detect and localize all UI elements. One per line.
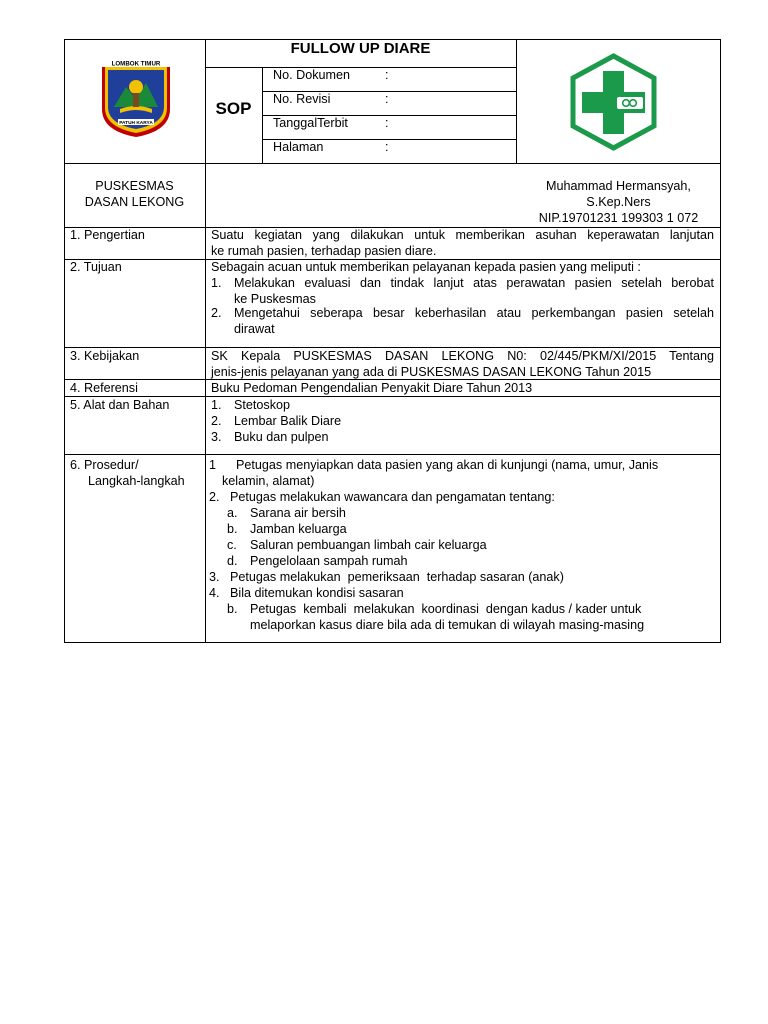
signer-name: Muhammad Hermansyah, (546, 179, 691, 193)
divider (205, 67, 516, 68)
list-number: 2. (211, 306, 222, 320)
list-item: Melakukan evaluasi dan tindak lanjut atas perawatan pasien setelah berobat (234, 276, 714, 290)
signer-nip: NIP.19701231 199303 1 072 (538, 211, 699, 225)
procedure-step: 4. Bila ditemukan kondisi sasaran (209, 586, 404, 600)
field-no-revisi: No. Revisi (273, 92, 331, 106)
procedure-step: 3. Petugas melakukan pemeriksaan terhadap sasaran (anak) (209, 570, 564, 584)
field-colon: : (385, 116, 389, 130)
list-item: Stetoskop (234, 398, 291, 412)
list-item: ke Puskesmas (234, 292, 316, 306)
field-colon: : (385, 92, 389, 106)
list-number: 2. (211, 414, 222, 428)
field-colon: : (385, 140, 389, 154)
list-item: Jamban keluarga (250, 522, 347, 536)
list-number: 1 (209, 458, 217, 472)
tujuan-intro: Sebagain acuan untuk memberikan pelayanan kepada pasien yang meliputi : (211, 260, 641, 274)
list-number: 3. (211, 430, 222, 444)
org-name-line1: PUSKESMAS (95, 179, 174, 193)
section-label-prosedur: Langkah-langkah (88, 474, 185, 488)
field-tanggal-terbit: TanggalTerbit (273, 116, 348, 130)
list-number: b. (227, 602, 238, 616)
divider (64, 454, 721, 455)
section-label-kebijakan: 3. Kebijakan (70, 349, 140, 363)
list-item: Lembar Balik Diare (234, 414, 342, 428)
list-number: d. (227, 554, 238, 568)
list-number: 1. (211, 398, 222, 412)
section-label-referensi: 4. Referensi (70, 381, 138, 395)
sop-label: SOP (215, 99, 252, 118)
list-number: 1. (211, 276, 222, 290)
list-number: b. (227, 522, 238, 536)
list-item: Mengetahui seberapa besar keberhasilan atau perkembangan pasien setelah (234, 306, 714, 320)
puskesmas-logo (566, 53, 661, 151)
pengertian-text: ke rumah pasien, terhadap pasien diare. (211, 244, 437, 258)
procedure-step: Petugas menyiapkan data pasien yang akan di kunjungi (nama, umur, Janis (236, 458, 659, 472)
list-item: dirawat (234, 322, 275, 336)
referensi-text: Buku Pedoman Pengendalian Penyakit Diare Tahun 2013 (211, 381, 533, 395)
field-no-dokumen: No. Dokumen (273, 68, 350, 82)
svg-text:LOMBOK TIMUR: LOMBOK TIMUR (111, 60, 161, 68)
list-item: Pengelolaan sampah rumah (250, 554, 408, 568)
divider (516, 39, 517, 163)
list-item: Sarana air bersih (250, 506, 346, 520)
document-title: FULLOW UP DIARE (290, 40, 431, 57)
section-label-alat: 5. Alat dan Bahan (70, 398, 170, 412)
section-label-tujuan: 2. Tujuan (70, 260, 122, 274)
field-colon: : (385, 68, 389, 82)
svg-text:PATUH KARYA: PATUH KARYA (119, 121, 153, 126)
procedure-step: 2. Petugas melakukan wawancara dan pengamatan tentang: (209, 490, 555, 504)
org-name-line2: DASAN LEKONG (84, 195, 185, 209)
divider (64, 163, 721, 164)
lombok-timur-logo (100, 57, 172, 139)
pengertian-text: Suatu kegiatan yang dilakukan untuk memberikan asuhan keperawatan lanjutan (211, 228, 714, 242)
signer-title: S.Kep.Ners (586, 195, 651, 209)
kebijakan-text: jenis-jenis pelayanan yang ada di PUSKESMAS DASAN LEKONG Tahun 2015 (211, 365, 652, 379)
procedure-step: kelamin, alamat) (222, 474, 315, 488)
list-number: a. (227, 506, 238, 520)
list-item: melaporkan kasus diare bila ada di temukan di wilayah masing-masing (250, 618, 645, 632)
field-halaman: Halaman (273, 140, 324, 154)
list-item: Saluran pembuangan limbah cair keluarga (250, 538, 487, 552)
list-item: Buku dan pulpen (234, 430, 329, 444)
section-label-pengertian: 1. Pengertian (70, 228, 145, 242)
kebijakan-text: SK Kepala PUSKESMAS DASAN LEKONG N0: 02/445/PKM/XI/2015 Tentang (211, 349, 714, 363)
list-item: Petugas kembali melakukan koordinasi dengan kadus / kader untuk (250, 602, 642, 616)
divider (205, 227, 206, 643)
list-number: c. (227, 538, 237, 552)
section-label-prosedur: 6. Prosedur/ (70, 458, 139, 472)
